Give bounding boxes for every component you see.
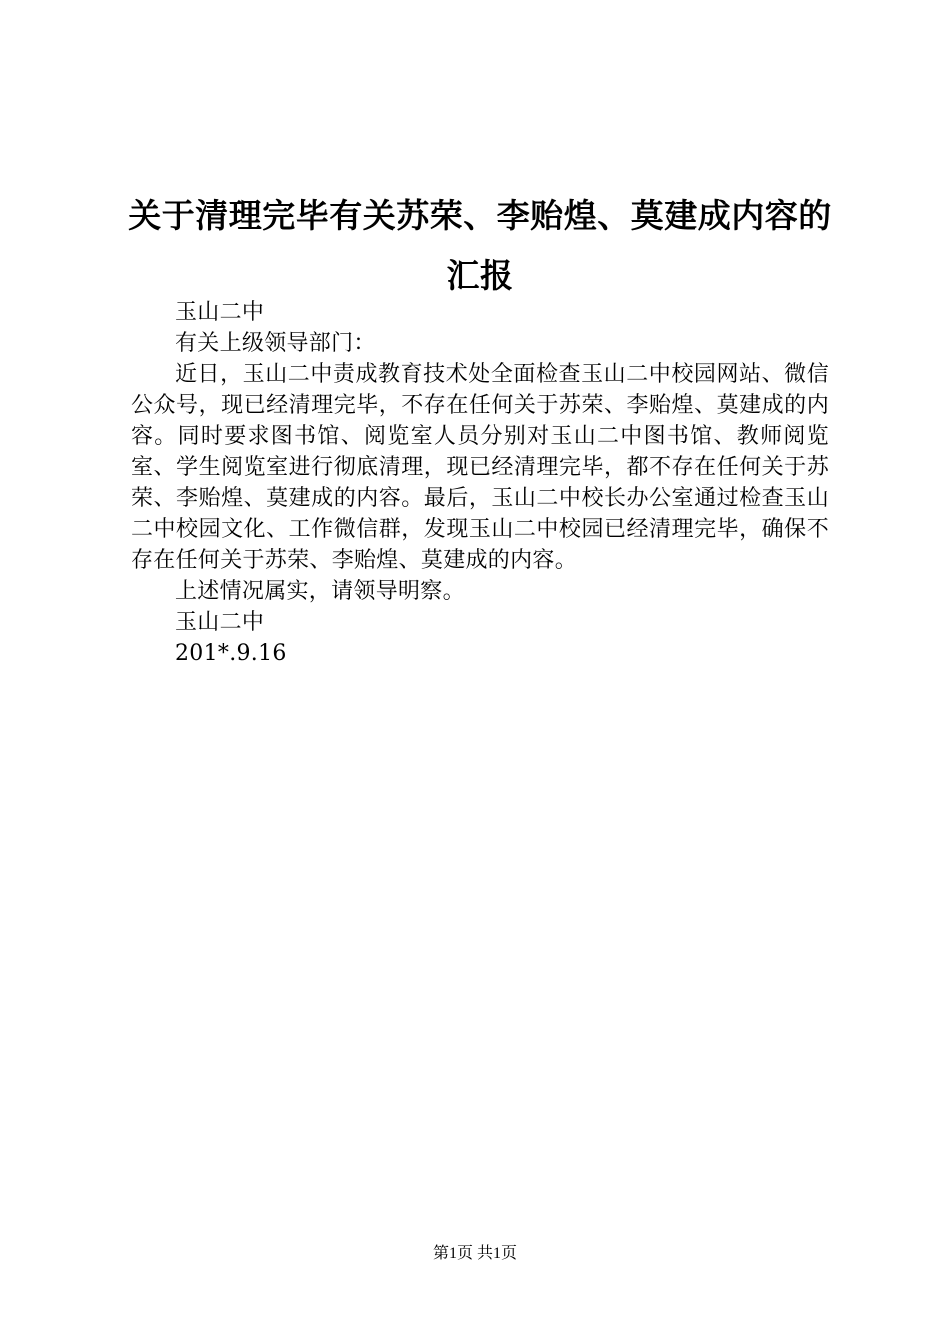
closing-line: 上述情况属实，请领导明察。 bbox=[175, 579, 465, 604]
signature-line: 玉山二中 bbox=[175, 610, 265, 635]
main-paragraph: 近日，玉山二中责成教育技术处全面检查玉山二中校园网站、微信公众号，现已经清理完毕，不存在任何关于苏荣、李贻煌、莫建成的内容。同时要求图书馆、阅览室人员分别对玉山二中图书馆、教师阅览室、学生阅览室进行彻底清理，现已经清理完毕，都不存在任何关于苏荣、李贻煌、莫建成的内容。最后，玉山二中校长办公室通过检查玉山二中校园文化、工作微信群，发现玉山二中校园已经清理完毕，确保不存在任何关于苏荣、李贻煌、莫建成的内容。 bbox=[131, 362, 829, 573]
recipient-line: 有关上级领导部门： bbox=[175, 331, 376, 356]
page-number-footer: 第1页 共1页 bbox=[432, 1245, 517, 1262]
document-title: 关于清理完毕有关苏荣、李贻煌、莫建成内容的汇报 bbox=[128, 196, 832, 295]
sender-line: 玉山二中 bbox=[175, 300, 265, 325]
document-body bbox=[131, 297, 829, 669]
date-line: 201*.9.16 bbox=[175, 641, 287, 666]
